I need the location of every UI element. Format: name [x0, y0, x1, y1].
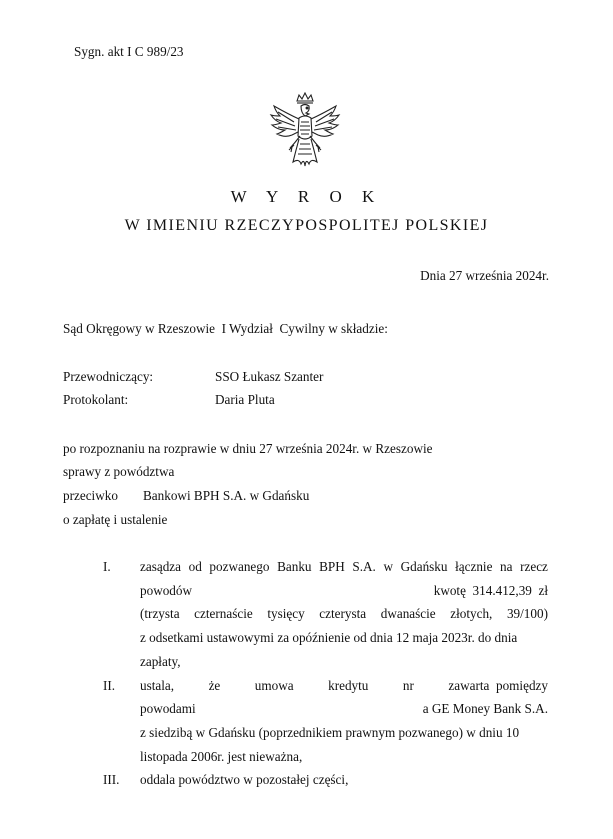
ruling-text-line [140, 559, 548, 575]
ruling-text-line [140, 606, 548, 622]
chair-name: SSO Łukasz Szanter [215, 369, 324, 384]
case-reference: Sygn. akt I C 989/23 [74, 44, 184, 59]
ruling-number: I. [103, 559, 111, 574]
ruling-number: III. [103, 772, 120, 788]
ruling-word: kwotę 314.412,39 zł [433, 582, 548, 598]
ruling-text-line: zapłaty, [140, 653, 181, 669]
ruling-word: pozwanego [209, 559, 270, 574]
ruling-word: na [500, 559, 513, 574]
verdict-title: W Y R O K [230, 187, 383, 206]
court-composition-heading: Sąd Okręgowy w Rzeszowie I Wydział Cywilny w składzie: [63, 321, 388, 336]
polish-eagle-emblem-icon [268, 92, 342, 172]
ruling-word: (trzysta [140, 606, 180, 622]
proceedings-subject: o zapłatę i ustalenie [63, 512, 168, 527]
ruling-word: powodów [140, 582, 193, 598]
ruling-word: BPH [319, 559, 345, 574]
proceedings-line: sprawy z powództwa [63, 464, 175, 479]
ruling-word: ustala, [140, 677, 175, 693]
ruling-word: Banku [277, 559, 312, 574]
ruling-word: tysięcy [267, 606, 305, 622]
ruling-word: a GE Money Bank S.A. [422, 701, 548, 717]
ruling-word: w [383, 559, 393, 574]
ruling-text-line [140, 583, 548, 599]
proceedings-line: po rozpoznaniu na rozprawie w dniu 27 września 2024r. w Rzeszowie [63, 441, 433, 456]
verdict-subtitle: W IMIENIU RZECZYPOSPOLITEJ POLSKIEJ [124, 217, 489, 234]
ruling-word: rzecz [520, 559, 548, 574]
ruling-text-line: z odsetkami ustawowymi za opóźnienie od dnia 12 maja 2023r. do dnia [140, 630, 518, 646]
ruling-word: czterysta [319, 606, 367, 622]
ruling-word: nr [402, 677, 414, 693]
ruling-word: umowa [254, 677, 294, 693]
ruling-word: złotych, [450, 606, 493, 622]
ruling-text-line: oddala powództwo w pozostałej części, [140, 772, 349, 788]
ruling-word: zawarta pomiędzy [448, 677, 548, 693]
ruling-word: S.A. [352, 559, 376, 574]
ruling-text-line [140, 678, 548, 694]
ruling-word: kredytu [328, 677, 369, 693]
ruling-word: czternaście [194, 606, 253, 622]
ruling-word: od [188, 559, 202, 574]
ruling-word: powodami [140, 701, 196, 717]
ruling-word: dwanaście [380, 606, 436, 622]
proceedings-against-label: przeciwko [63, 488, 118, 503]
chair-label: Przewodniczący: [63, 369, 154, 384]
clerk-label: Protokolant: [63, 392, 129, 407]
ruling-word: zasądza [140, 559, 181, 574]
defendant-name: Bankowi BPH S.A. w Gdańsku [143, 488, 310, 503]
ruling-word: Gdańsku [400, 559, 448, 574]
ruling-text-line: listopada 2006r. jest nieważna, [140, 748, 303, 764]
clerk-name: Daria Pluta [215, 392, 275, 407]
ruling-number: II. [103, 677, 116, 693]
ruling-text-line [140, 701, 548, 717]
verdict-date: Dnia 27 września 2024r. [420, 268, 549, 283]
ruling-text-line: z siedzibą w Gdańsku (poprzednikiem prawnym pozwanego) w dniu 10 [140, 724, 520, 740]
ruling-word: że [208, 677, 221, 693]
ruling-word: 39/100) [506, 606, 548, 622]
ruling-word: łącznie [455, 559, 493, 574]
